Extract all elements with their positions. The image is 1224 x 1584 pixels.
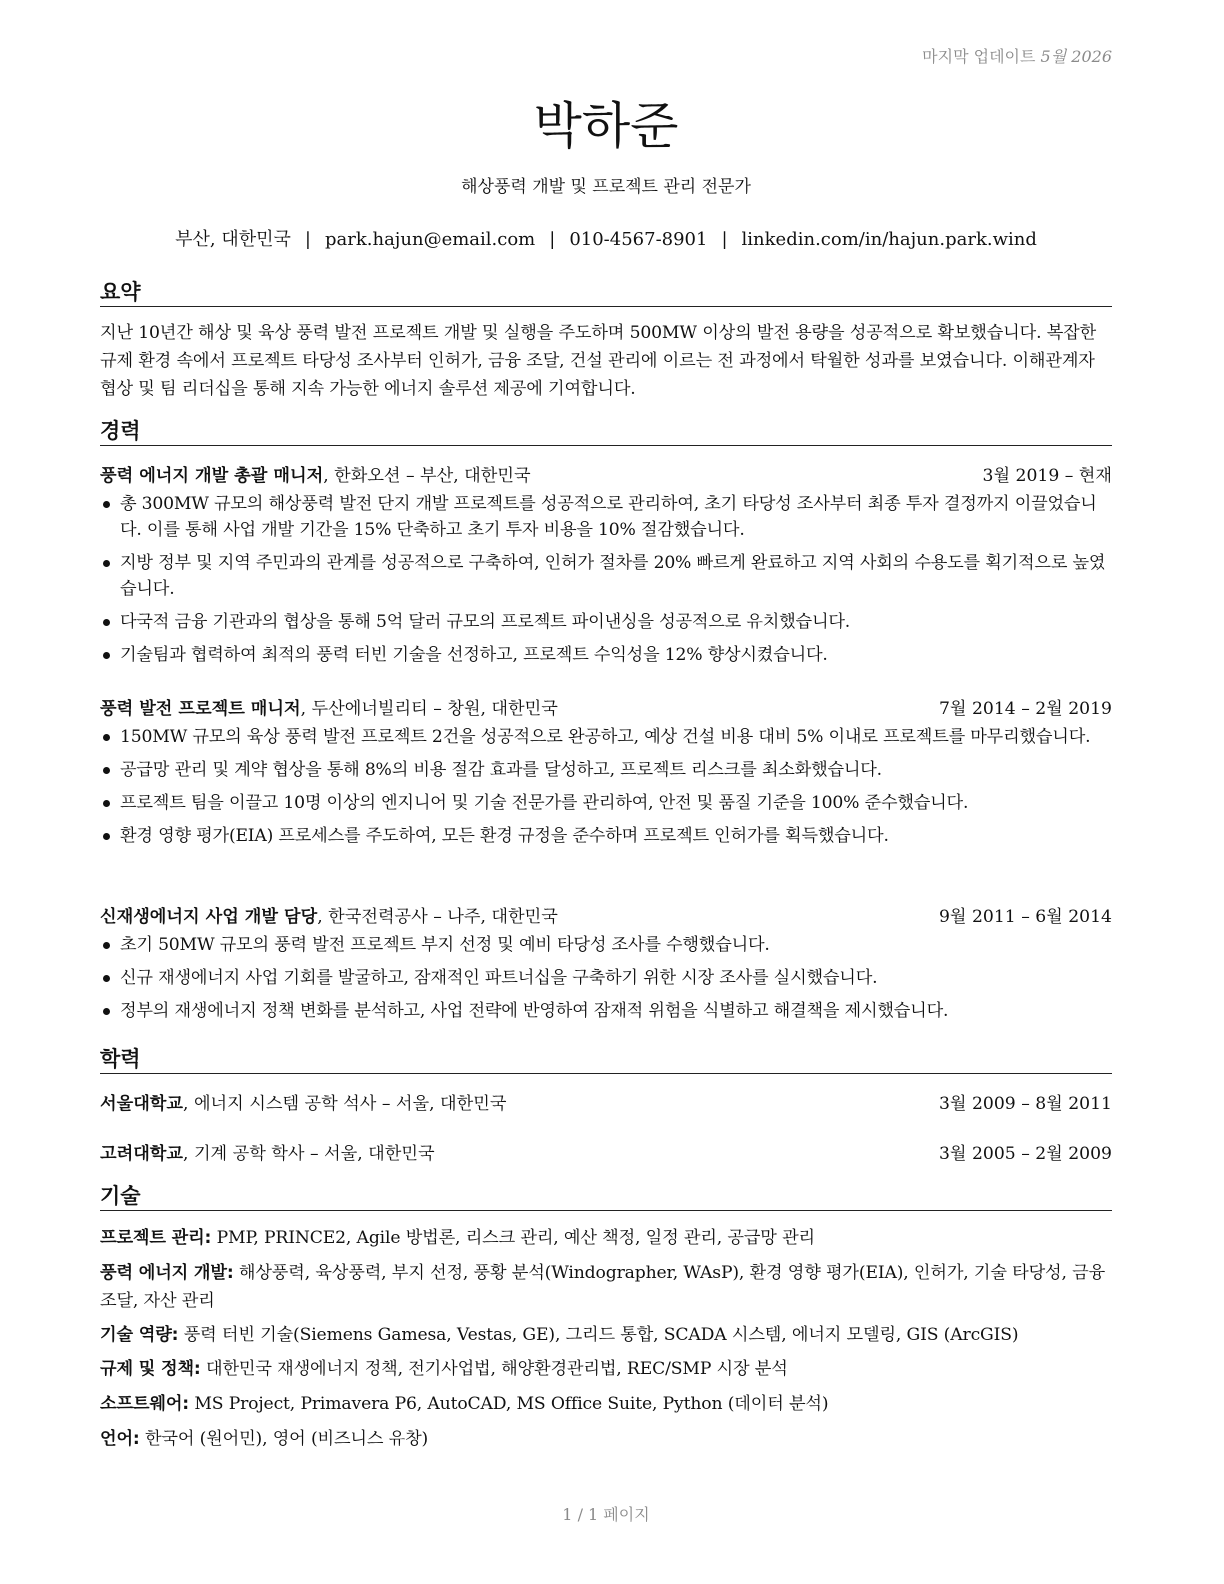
job-org: , 한국전력공사 – 나주, 대한민국 [317, 907, 558, 927]
skill-label: 풍력 에너지 개발: [100, 1263, 234, 1283]
skill-value: 해상풍력, 육상풍력, 부지 선정, 풍황 분석(Windographer, WAsP), 환경 영향 평가(EIA), 인허가, 기술 타당성, 금융 조달, 자산 관리 [100, 1263, 1106, 1311]
education-dates: 3월 2009 – 8월 2011 [938, 1094, 1112, 1114]
skill-label: 소프트웨어: [100, 1394, 189, 1414]
job-role: 풍력 에너지 개발 총괄 매니저 [100, 466, 324, 486]
job-bullet: 총 300MW 규모의 해상풍력 발전 단지 개발 프로젝트를 성공적으로 관리하여, 초기 타당성 조사부터 최종 투자 결정까지 이끌었습니다. 이를 통해 사업 개발 기간을 15% 단축하고 초기 투자 비용을 10% 절감했습니다. [100, 491, 1112, 543]
section-title-summary: 요약 [100, 276, 1112, 307]
education-school: 서울대학교 [100, 1094, 184, 1114]
skill-line [100, 1259, 1112, 1315]
job-org: , 두산에너빌리티 – 창원, 대한민국 [300, 699, 558, 719]
skill-label: 언어: [100, 1429, 140, 1449]
job-header [100, 461, 1112, 487]
contact-location: 부산, 대한민국 [175, 229, 291, 250]
section-title-education: 학력 [100, 1043, 1112, 1074]
education-detail: , 에너지 시스템 공학 석사 – 서울, 대한민국 [183, 1094, 507, 1114]
education-dates: 3월 2005 – 2월 2009 [938, 1144, 1112, 1164]
last-updated [922, 44, 1112, 67]
contact-email[interactable]: park.hajun@email.com [324, 229, 536, 250]
job-bullet: 지방 정부 및 지역 주민과의 관계를 성공적으로 구축하여, 인허가 절차를 20% 빠르게 완료하고 지역 사회의 수용도를 획기적으로 높였습니다. [100, 550, 1112, 602]
job-dates: 3월 2019 – 현재 [982, 466, 1112, 486]
education-detail: , 기계 공학 학사 – 서울, 대한민국 [183, 1144, 435, 1164]
job-bullet: 기술팀과 협력하여 최적의 풍력 터빈 기술을 선정하고, 프로젝트 수익성을 12% 향상시켰습니다. [100, 642, 1112, 668]
contact-separator: | [549, 229, 556, 250]
contact-separator: | [721, 229, 728, 250]
education-school: 고려대학교 [100, 1144, 184, 1164]
skill-label: 규제 및 정책: [100, 1359, 201, 1379]
contact-separator: | [304, 229, 311, 250]
job-bullet: 신규 재생에너지 사업 기회를 발굴하고, 잠재적인 파트너십을 구축하기 위한 시장 조사를 실시했습니다. [100, 965, 1112, 991]
skill-line [100, 1224, 1112, 1252]
skill-line [100, 1390, 1112, 1418]
skill-value: MS Project, Primavera P6, AutoCAD, MS Office Suite, Python (데이터 분석) [189, 1394, 829, 1414]
section-title-skills: 기술 [100, 1180, 1112, 1211]
contact-line [100, 225, 1112, 251]
job-bullets [100, 724, 1112, 856]
education-entry [100, 1139, 1112, 1165]
job-bullet: 다국적 금융 기관과의 협상을 통해 5억 달러 규모의 프로젝트 파이낸싱을 성공적으로 유치했습니다. [100, 609, 1112, 635]
skill-value: 한국어 (원어민), 영어 (비즈니스 유창) [139, 1429, 429, 1449]
contact-linkedin[interactable]: linkedin.com/in/hajun.park.wind [741, 229, 1037, 250]
skill-value: 풍력 터빈 기술(Siemens Gamesa, Vestas, GE), 그리드 통합, SCADA 시스템, 에너지 모델링, GIS (ArcGIS) [178, 1325, 1019, 1345]
job-header [100, 694, 1112, 720]
summary-text: 지난 10년간 해상 및 육상 풍력 발전 프로젝트 개발 및 실행을 주도하며 500MW 이상의 발전 용량을 성공적으로 확보했습니다. 복잡한 규제 환경 속에서 프로젝트 타당성 조사부터 인허가, 금융 조달, 건설 관리에 이르는 전 과정에서 탁월한 성과를 보였습니다. 이해관계자 협상 및 팀 리더십을 통해 지속 가능한 에너지 솔루션 제공에 기여합니다. [100, 323, 1097, 399]
job-header [100, 902, 1112, 928]
job-bullet: 환경 영향 평가(EIA) 프로세스를 주도하여, 모든 환경 규정을 준수하며 프로젝트 인허가를 획득했습니다. [100, 823, 1112, 849]
skill-line [100, 1425, 1112, 1453]
job-bullet: 프로젝트 팀을 이끌고 10명 이상의 엔지니어 및 기술 전문가를 관리하여, 안전 및 품질 기준을 100% 준수했습니다. [100, 790, 1112, 816]
skill-value: PMP, PRINCE2, Agile 방법론, 리스크 관리, 예산 책정, 일정 관리, 공급망 관리 [211, 1228, 815, 1248]
job-bullet: 정부의 재생에너지 정책 변화를 분석하고, 사업 전략에 반영하여 잠재적 위험을 식별하고 해결책을 제시했습니다. [100, 998, 1112, 1024]
skill-label: 프로젝트 관리: [100, 1228, 212, 1248]
job-bullet: 초기 50MW 규모의 풍력 발전 프로젝트 부지 선정 및 예비 타당성 조사를 수행했습니다. [100, 932, 1112, 958]
section-title-experience: 경력 [100, 415, 1112, 446]
job-bullet: 150MW 규모의 육상 풍력 발전 프로젝트 2건을 성공적으로 완공하고, 예상 건설 비용 대비 5% 이내로 프로젝트를 마무리했습니다. [100, 724, 1112, 750]
candidate-headline: 해상풍력 개발 및 프로젝트 관리 전문가 [461, 177, 751, 197]
contact-phone[interactable]: 010-4567-8901 [569, 229, 708, 250]
job-bullets [100, 491, 1112, 675]
page-number: 1 / 1 페이지 [562, 1505, 650, 1524]
updated-label: 마지막 업데이트 [922, 47, 1036, 66]
job-dates: 7월 2014 – 2월 2019 [938, 699, 1112, 719]
job-bullets [100, 932, 1112, 1031]
updated-month: 5월 [1040, 47, 1067, 66]
candidate-name: 박하준 [533, 97, 679, 155]
skill-value: 대한민국 재생에너지 정책, 전기사업법, 해양환경관리법, REC/SMP 시장 분석 [200, 1359, 788, 1379]
skill-line [100, 1321, 1112, 1349]
job-org: , 한화오션 – 부산, 대한민국 [323, 466, 531, 486]
updated-year: 2026 [1071, 47, 1112, 66]
job-bullet: 공급망 관리 및 계약 협상을 통해 8%의 비용 절감 효과를 달성하고, 프로젝트 리스크를 최소화했습니다. [100, 757, 1112, 783]
job-role: 신재생에너지 사업 개발 담당 [100, 907, 318, 927]
skill-line [100, 1355, 1112, 1383]
skill-label: 기술 역량: [100, 1325, 179, 1345]
job-role: 풍력 발전 프로젝트 매니저 [100, 699, 301, 719]
job-dates: 9월 2011 – 6월 2014 [938, 907, 1112, 927]
education-entry [100, 1089, 1112, 1115]
